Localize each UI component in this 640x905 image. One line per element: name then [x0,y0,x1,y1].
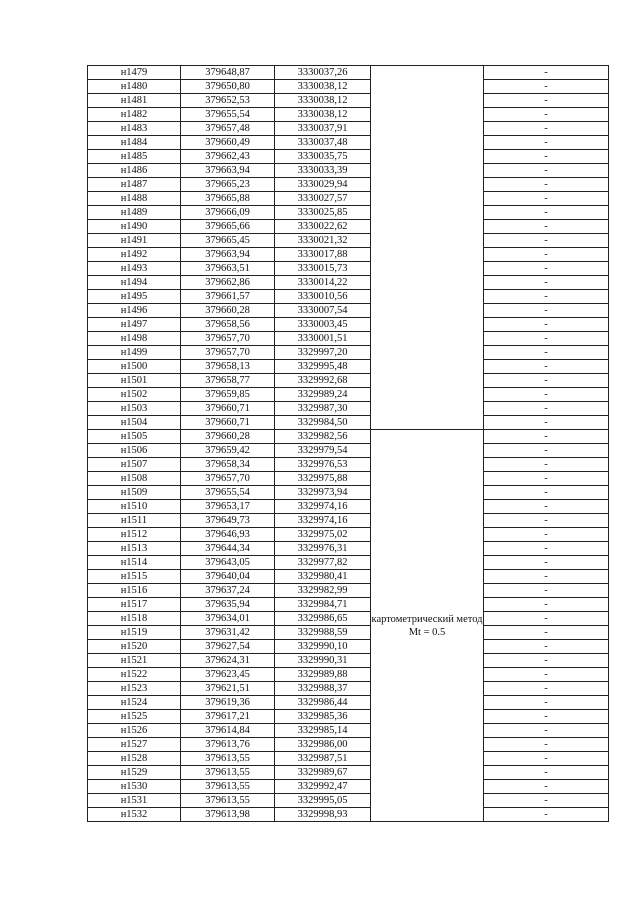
x-coordinate-cell: 379659,42 [181,444,275,458]
y-coordinate-cell: 3329980,41 [275,570,371,584]
x-coordinate-cell: 379635,94 [181,598,275,612]
x-coordinate-cell: 379648,87 [181,66,275,80]
point-name-cell: н1518 [88,612,181,626]
x-coordinate-cell: 379660,71 [181,416,275,430]
y-coordinate-cell: 3329974,16 [275,514,371,528]
coordinates-table-body [88,66,609,822]
table-row [88,612,609,626]
y-coordinate-cell: 3329986,65 [275,612,371,626]
table-row [88,556,609,570]
point-name-cell: н1530 [88,780,181,794]
point-name-cell: н1495 [88,290,181,304]
point-name-cell: н1516 [88,584,181,598]
point-name-cell: н1492 [88,248,181,262]
x-coordinate-cell: 379663,51 [181,262,275,276]
note-cell: - [484,234,609,248]
y-coordinate-cell: 3329989,24 [275,388,371,402]
note-cell: - [484,780,609,794]
point-name-cell: н1494 [88,276,181,290]
x-coordinate-cell: 379665,45 [181,234,275,248]
x-coordinate-cell: 379649,73 [181,514,275,528]
point-name-cell: н1520 [88,640,181,654]
note-cell: - [484,220,609,234]
table-row [88,626,609,640]
y-coordinate-cell: 3329990,10 [275,640,371,654]
x-coordinate-cell: 379655,54 [181,486,275,500]
note-cell: - [484,80,609,94]
point-name-cell: н1509 [88,486,181,500]
point-name-cell: н1487 [88,178,181,192]
note-cell: - [484,710,609,724]
table-row [88,780,609,794]
table-row [88,710,609,724]
y-coordinate-cell: 3330033,39 [275,164,371,178]
note-cell: - [484,472,609,486]
point-name-cell: н1482 [88,108,181,122]
table-row [88,528,609,542]
y-coordinate-cell: 3329990,31 [275,654,371,668]
y-coordinate-cell: 3329984,50 [275,416,371,430]
point-name-cell: н1490 [88,220,181,234]
x-coordinate-cell: 379613,55 [181,780,275,794]
point-name-cell: н1506 [88,444,181,458]
x-coordinate-cell: 379613,55 [181,766,275,780]
x-coordinate-cell: 379662,86 [181,276,275,290]
note-cell: - [484,318,609,332]
x-coordinate-cell: 379617,21 [181,710,275,724]
note-cell: - [484,332,609,346]
note-cell: - [484,808,609,822]
point-name-cell: н1528 [88,752,181,766]
point-name-cell: н1480 [88,80,181,94]
x-coordinate-cell: 379662,43 [181,150,275,164]
point-name-cell: н1497 [88,318,181,332]
point-name-cell: н1502 [88,388,181,402]
x-coordinate-cell: 379666,09 [181,206,275,220]
note-cell: - [484,178,609,192]
x-coordinate-cell: 379663,94 [181,248,275,262]
x-coordinate-cell: 379613,55 [181,752,275,766]
coordinates-table-container [87,65,608,822]
point-name-cell: н1505 [88,430,181,444]
note-cell: - [484,794,609,808]
table-row [88,654,609,668]
table-row [88,584,609,598]
y-coordinate-cell: 3330038,12 [275,80,371,94]
point-name-cell: н1486 [88,164,181,178]
point-name-cell: н1519 [88,626,181,640]
table-row [88,80,609,94]
point-name-cell: н1488 [88,192,181,206]
x-coordinate-cell: 379657,70 [181,332,275,346]
note-cell: - [484,122,609,136]
point-name-cell: н1499 [88,346,181,360]
x-coordinate-cell: 379613,98 [181,808,275,822]
note-cell: - [484,598,609,612]
y-coordinate-cell: 3329986,00 [275,738,371,752]
x-coordinate-cell: 379643,05 [181,556,275,570]
y-coordinate-cell: 3330035,75 [275,150,371,164]
point-name-cell: н1525 [88,710,181,724]
point-name-cell: н1508 [88,472,181,486]
y-coordinate-cell: 3330022,62 [275,220,371,234]
y-coordinate-cell: 3329995,05 [275,794,371,808]
note-cell: - [484,304,609,318]
table-row [88,416,609,430]
y-coordinate-cell: 3329984,71 [275,598,371,612]
note-cell: - [484,416,609,430]
point-name-cell: н1512 [88,528,181,542]
table-row [88,752,609,766]
y-coordinate-cell: 3330010,56 [275,290,371,304]
table-row [88,738,609,752]
y-coordinate-cell: 3329988,59 [275,626,371,640]
y-coordinate-cell: 3329998,93 [275,808,371,822]
table-row [88,542,609,556]
x-coordinate-cell: 379634,01 [181,612,275,626]
y-coordinate-cell: 3330003,45 [275,318,371,332]
y-coordinate-cell: 3329995,48 [275,360,371,374]
point-name-cell: н1517 [88,598,181,612]
note-cell: - [484,556,609,570]
y-coordinate-cell: 3329988,37 [275,682,371,696]
table-row [88,724,609,738]
y-coordinate-cell: 3330001,51 [275,332,371,346]
x-coordinate-cell: 379658,56 [181,318,275,332]
table-row [88,388,609,402]
y-coordinate-cell: 3330014,22 [275,276,371,290]
x-coordinate-cell: 379660,28 [181,304,275,318]
x-coordinate-cell: 379627,54 [181,640,275,654]
x-coordinate-cell: 379661,57 [181,290,275,304]
table-row [88,668,609,682]
table-row [88,682,609,696]
note-cell: - [484,192,609,206]
y-coordinate-cell: 3329974,16 [275,500,371,514]
y-coordinate-cell: 3329979,54 [275,444,371,458]
note-cell: - [484,528,609,542]
note-cell: - [484,108,609,122]
x-coordinate-cell: 379665,23 [181,178,275,192]
table-row [88,164,609,178]
y-coordinate-cell: 3329992,68 [275,374,371,388]
table-row [88,696,609,710]
x-coordinate-cell: 379660,28 [181,430,275,444]
y-coordinate-cell: 3329975,02 [275,528,371,542]
point-name-cell: н1527 [88,738,181,752]
table-row [88,500,609,514]
note-cell: - [484,514,609,528]
y-coordinate-cell: 3330025,85 [275,206,371,220]
x-coordinate-cell: 379658,77 [181,374,275,388]
x-coordinate-cell: 379655,54 [181,108,275,122]
point-name-cell: н1485 [88,150,181,164]
method-cell: картометрический метод Mt = 0.5 [371,430,484,822]
table-row [88,290,609,304]
y-coordinate-cell: 3330038,12 [275,108,371,122]
x-coordinate-cell: 379657,48 [181,122,275,136]
table-row [88,458,609,472]
y-coordinate-cell: 3329977,82 [275,556,371,570]
y-coordinate-cell: 3329992,47 [275,780,371,794]
note-cell: - [484,752,609,766]
table-row [88,472,609,486]
point-name-cell: н1496 [88,304,181,318]
x-coordinate-cell: 379665,88 [181,192,275,206]
point-name-cell: н1493 [88,262,181,276]
table-row [88,346,609,360]
table-row [88,430,609,444]
y-coordinate-cell: 3329987,30 [275,402,371,416]
point-name-cell: н1529 [88,766,181,780]
table-row [88,66,609,80]
table-row [88,808,609,822]
x-coordinate-cell: 379621,51 [181,682,275,696]
y-coordinate-cell: 3329982,99 [275,584,371,598]
y-coordinate-cell: 3330037,26 [275,66,371,80]
y-coordinate-cell: 3329976,31 [275,542,371,556]
x-coordinate-cell: 379653,17 [181,500,275,514]
note-cell: - [484,150,609,164]
y-coordinate-cell: 3329997,20 [275,346,371,360]
table-row [88,318,609,332]
x-coordinate-cell: 379658,13 [181,360,275,374]
x-coordinate-cell: 379631,42 [181,626,275,640]
point-name-cell: н1531 [88,794,181,808]
method-cell [371,66,484,430]
table-row [88,220,609,234]
x-coordinate-cell: 379659,85 [181,388,275,402]
point-name-cell: н1522 [88,668,181,682]
table-row [88,108,609,122]
y-coordinate-cell: 3329985,14 [275,724,371,738]
point-name-cell: н1501 [88,374,181,388]
point-name-cell: н1504 [88,416,181,430]
y-coordinate-cell: 3330021,32 [275,234,371,248]
note-cell: - [484,626,609,640]
note-cell: - [484,388,609,402]
note-cell: - [484,248,609,262]
x-coordinate-cell: 379640,04 [181,570,275,584]
x-coordinate-cell: 379646,93 [181,528,275,542]
x-coordinate-cell: 379658,34 [181,458,275,472]
x-coordinate-cell: 379665,66 [181,220,275,234]
point-name-cell: н1489 [88,206,181,220]
note-cell: - [484,682,609,696]
note-cell: - [484,164,609,178]
y-coordinate-cell: 3329986,44 [275,696,371,710]
note-cell: - [484,276,609,290]
note-cell: - [484,458,609,472]
note-cell: - [484,612,609,626]
table-row [88,402,609,416]
x-coordinate-cell: 379623,45 [181,668,275,682]
x-coordinate-cell: 379619,36 [181,696,275,710]
table-row [88,570,609,584]
note-cell: - [484,654,609,668]
table-row [88,248,609,262]
x-coordinate-cell: 379650,80 [181,80,275,94]
note-cell: - [484,584,609,598]
table-row [88,304,609,318]
table-row [88,206,609,220]
point-name-cell: н1481 [88,94,181,108]
note-cell: - [484,346,609,360]
note-cell: - [484,94,609,108]
point-name-cell: н1503 [88,402,181,416]
note-cell: - [484,360,609,374]
point-name-cell: н1507 [88,458,181,472]
point-name-cell: н1523 [88,682,181,696]
table-row [88,374,609,388]
table-row [88,192,609,206]
point-name-cell: н1511 [88,514,181,528]
y-coordinate-cell: 3329985,36 [275,710,371,724]
y-coordinate-cell: 3329973,94 [275,486,371,500]
y-coordinate-cell: 3329976,53 [275,458,371,472]
table-row [88,276,609,290]
note-cell: - [484,542,609,556]
y-coordinate-cell: 3329982,56 [275,430,371,444]
table-row [88,444,609,458]
table-row [88,794,609,808]
note-cell: - [484,724,609,738]
x-coordinate-cell: 379660,49 [181,136,275,150]
note-cell: - [484,206,609,220]
table-row [88,122,609,136]
table-row [88,178,609,192]
point-name-cell: н1514 [88,556,181,570]
note-cell: - [484,136,609,150]
note-cell: - [484,262,609,276]
x-coordinate-cell: 379637,24 [181,584,275,598]
point-name-cell: н1521 [88,654,181,668]
note-cell: - [484,290,609,304]
y-coordinate-cell: 3329975,88 [275,472,371,486]
table-row [88,234,609,248]
point-name-cell: н1526 [88,724,181,738]
x-coordinate-cell: 379660,71 [181,402,275,416]
x-coordinate-cell: 379657,70 [181,346,275,360]
point-name-cell: н1500 [88,360,181,374]
table-row [88,766,609,780]
x-coordinate-cell: 379657,70 [181,472,275,486]
note-cell: - [484,738,609,752]
note-cell: - [484,500,609,514]
point-name-cell: н1513 [88,542,181,556]
point-name-cell: н1498 [88,332,181,346]
y-coordinate-cell: 3330017,88 [275,248,371,262]
note-cell: - [484,374,609,388]
note-cell: - [484,430,609,444]
point-name-cell: н1532 [88,808,181,822]
point-name-cell: н1524 [88,696,181,710]
y-coordinate-cell: 3329989,67 [275,766,371,780]
table-row [88,262,609,276]
x-coordinate-cell: 379644,34 [181,542,275,556]
y-coordinate-cell: 3329987,51 [275,752,371,766]
table-row [88,598,609,612]
y-coordinate-cell: 3329989,88 [275,668,371,682]
table-row [88,136,609,150]
note-cell: - [484,668,609,682]
x-coordinate-cell: 379624,31 [181,654,275,668]
x-coordinate-cell: 379614,84 [181,724,275,738]
table-row [88,94,609,108]
x-coordinate-cell: 379613,76 [181,738,275,752]
note-cell: - [484,766,609,780]
note-cell: - [484,444,609,458]
table-row [88,150,609,164]
note-cell: - [484,66,609,80]
x-coordinate-cell: 379613,55 [181,794,275,808]
point-name-cell: н1479 [88,66,181,80]
coordinates-table [87,65,609,822]
note-cell: - [484,640,609,654]
y-coordinate-cell: 3330015,73 [275,262,371,276]
table-row [88,360,609,374]
table-row [88,486,609,500]
point-name-cell: н1510 [88,500,181,514]
note-cell: - [484,402,609,416]
point-name-cell: н1515 [88,570,181,584]
x-coordinate-cell: 379652,53 [181,94,275,108]
y-coordinate-cell: 3330037,48 [275,136,371,150]
y-coordinate-cell: 3330027,57 [275,192,371,206]
note-cell: - [484,570,609,584]
x-coordinate-cell: 379663,94 [181,164,275,178]
point-name-cell: н1491 [88,234,181,248]
table-row [88,332,609,346]
point-name-cell: н1484 [88,136,181,150]
y-coordinate-cell: 3330037,91 [275,122,371,136]
y-coordinate-cell: 3330038,12 [275,94,371,108]
y-coordinate-cell: 3330029,94 [275,178,371,192]
note-cell: - [484,486,609,500]
point-name-cell: н1483 [88,122,181,136]
table-row [88,640,609,654]
table-row [88,514,609,528]
y-coordinate-cell: 3330007,54 [275,304,371,318]
note-cell: - [484,696,609,710]
